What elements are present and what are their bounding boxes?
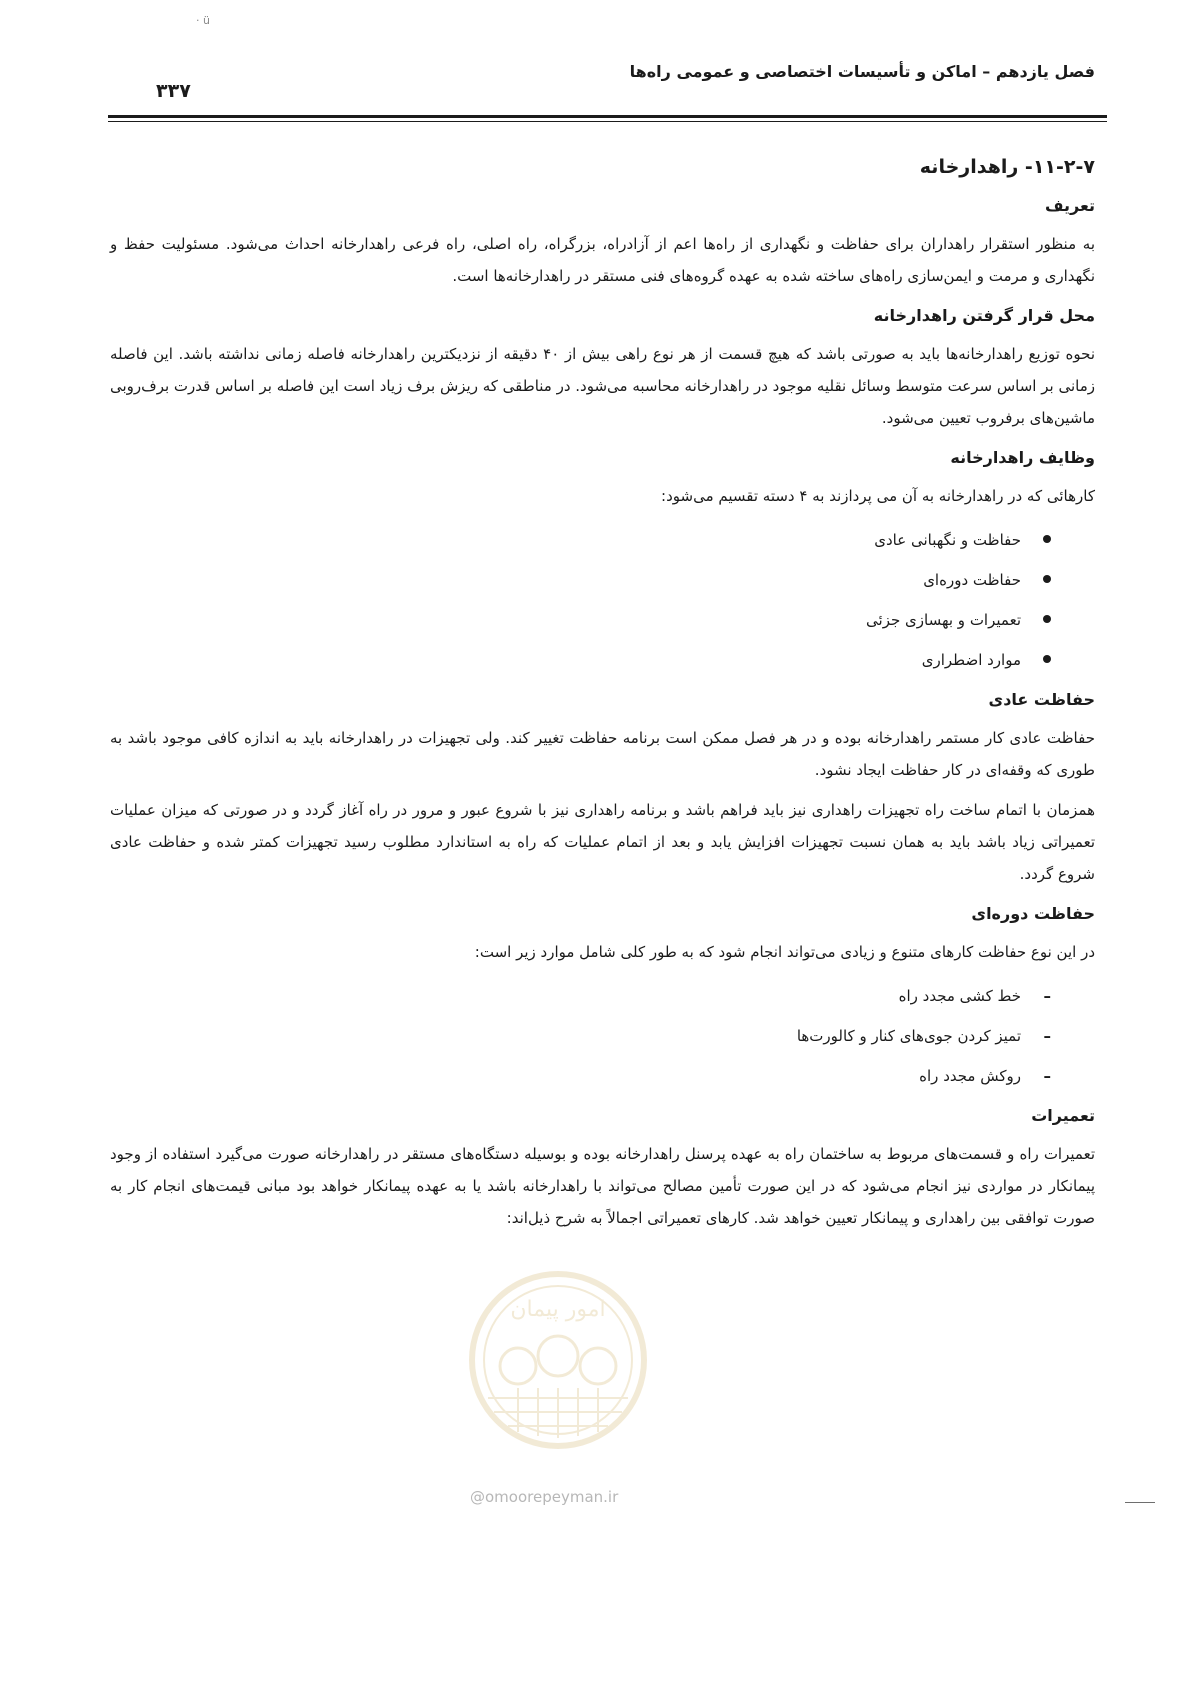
header-rule <box>108 115 1107 118</box>
list-item-label: موارد اضطراری <box>921 651 1021 669</box>
bullet-icon <box>1043 575 1051 583</box>
routine-heading: حفاظت عادی <box>988 690 1095 709</box>
repairs-heading: تعمیرات <box>1031 1106 1095 1125</box>
list-item-label: روکش مجدد راه <box>919 1067 1021 1085</box>
location-heading: محل قرار گرفتن راهدارخانه <box>873 306 1095 325</box>
definition-paragraph: به منظور استقرار راهداران برای حفاظت و نگهداری از راه‌ها اعم از آزادراه، بزرگراه، راه اصلی، راه فرعی راهدارخانه احداث می‌شود. مسئولیت حفظ و نگهداری و مرمت و ایمن‌سازی راه‌های ساخته شده به عهده گروه‌های فنی مستقر در راهدارخانه‌ها است. <box>110 235 1095 285</box>
list-item-label: حفاظت دوره‌ای <box>923 571 1021 589</box>
watermark-url: @omoorepeyman.ir <box>470 1488 619 1506</box>
duties-intro: کارهائی که در راهدارخانه به آن می پردازند به ۴ دسته تقسیم می‌شود: <box>661 487 1095 505</box>
dash-icon: – <box>1043 1067 1051 1085</box>
duties-list <box>110 520 1095 680</box>
list-item <box>110 640 1051 680</box>
bullet-icon <box>1043 615 1051 623</box>
routine-paragraph-2: همزمان با اتمام ساخت راه تجهیزات راهداری نیز باید فراهم باشد و برنامه راهداری نیز با شروع عبور و مرور در راه آغاز گردد و در صورتی که میزان عملیات تعمیراتی زیاد باشد باید به همان نسبت تجهیزات افزایش یابد و بعد از اتمام عملیات که راه به استاندارد مطلوب رسید تجهیزات کمتر شده و حفاظت عادی شروع گردد. <box>110 801 1095 883</box>
periodic-heading: حفاظت دوره‌ای <box>971 904 1095 923</box>
section-heading: ۱۱-۲-۷- راهدارخانه <box>919 156 1095 178</box>
dash-icon: – <box>1043 987 1051 1005</box>
repairs-paragraph: تعمیرات راه و قسمت‌های مربوط به ساختمان راه به عهده پرسنل راهدارخانه بوده و بوسیله دستگاه‌های مستقر در راهدارخانه صورت می‌گیرد استفاده از وجود پیمانکار در مواردی نیز انجام می‌شود که در این صورت تأمین مصالح می‌تواند با راهدارخانه باشد یا به عهده پیمانکار خواهد بود مبانی قیمت‌های انجام کار به صورت توافقی بین راهداری و پیمانکار تعیین خواهد شد. کارهای تعمیراتی اجمالاً به شرح ذیل‌اند: <box>110 1145 1095 1227</box>
chapter-title: فصل یازدهم – اماکن و تأسیسات اختصاصی و عمومی راه‌ها <box>629 62 1095 81</box>
main-content <box>110 150 1095 1242</box>
list-item-label: خط کشی مجدد راه <box>898 987 1021 1005</box>
list-item <box>110 520 1051 560</box>
page-number: ۳۳۷ <box>156 80 191 102</box>
periodic-intro: در این نوع حفاظت کارهای متنوع و زیادی می‌تواند انجام شود که به طور کلی شامل موارد زیر است: <box>474 943 1095 961</box>
dash-icon: – <box>1043 1027 1051 1045</box>
duties-heading: وظایف راهدارخانه <box>950 448 1095 467</box>
list-item <box>110 600 1051 640</box>
list-item <box>110 1016 1051 1056</box>
definition-heading: تعریف <box>1044 196 1095 215</box>
watermark-seal-icon <box>448 1270 668 1450</box>
scan-artifact: · ü <box>196 14 210 27</box>
list-item <box>110 976 1051 1016</box>
list-item <box>110 1056 1051 1096</box>
location-paragraph: نحوه توزیع راهدارخانه‌ها باید به صورتی باشد که هیچ قسمت از هر نوع راهی بیش از ۴۰ دقیقه از نزدیکترین راهدارخانه فاصله زمانی نداشته باشد. این فاصله زمانی بر اساس سرعت متوسط وسائل نقلیه موجود در راهدارخانه محاسبه می‌شود. در مناطقی که ریزش برف زیاد است این فاصله بر اساس قدرت برف‌روبی ماشین‌های برفروب تعیین می‌شود. <box>110 345 1095 427</box>
bullet-icon <box>1043 535 1051 543</box>
periodic-list <box>110 976 1095 1096</box>
bullet-icon <box>1043 655 1051 663</box>
watermark-seal-text: امور پیمان <box>510 1297 606 1322</box>
list-item-label: حفاظت و نگهبانی عادی <box>874 531 1021 549</box>
list-item <box>110 560 1051 600</box>
header-rule-thin <box>108 121 1107 122</box>
margin-mark <box>1125 1502 1155 1503</box>
list-item-label: تعمیرات و بهسازی جزئی <box>866 611 1021 629</box>
routine-paragraph-1: حفاظت عادی کار مستمر راهدارخانه بوده و در هر فصل ممکن است برنامه حفاظت تغییر کند. ولی تجهیزات در راهدارخانه باید به اندازه کافی موجود باشد به طوری که وقفه‌ای در کار حفاظت ایجاد نشود. <box>110 729 1095 779</box>
list-item-label: تمیز کردن جوی‌های کنار و کالورت‌ها <box>796 1027 1021 1045</box>
